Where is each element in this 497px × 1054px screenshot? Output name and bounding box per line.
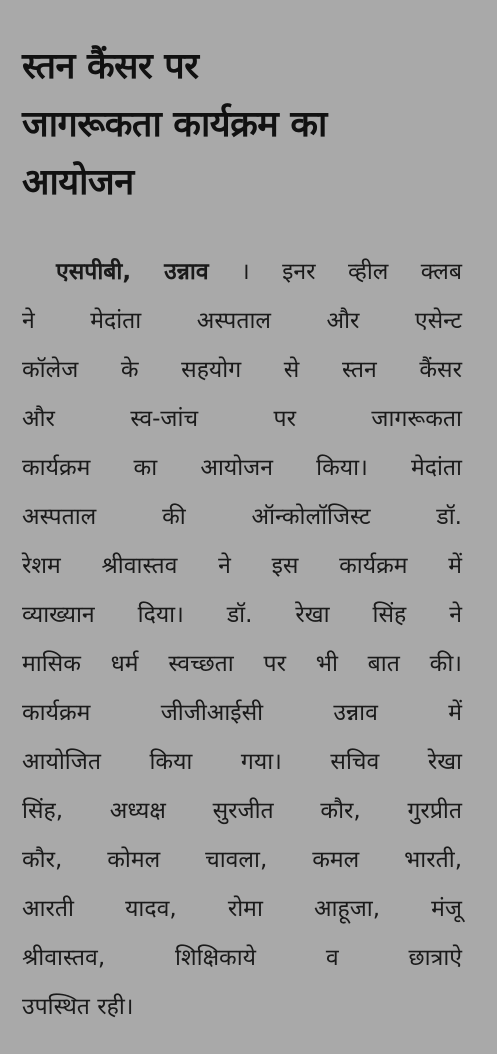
body-line: कार्यक्रम का आयोजन किया। मेदांता [22,455,462,481]
body-line: ने मेदांता अस्पताल और एसेन्ट [22,308,462,334]
cropped-previous-text [28,0,418,10]
body-line [22,248,462,297]
body-line: कॉलेज के सहयोग से स्तन कैंसर [22,357,462,383]
dateline: एसपीबी, उन्नाव [56,259,209,285]
body-line: मासिक धर्म स्वच्छता पर भी बात की। [22,651,462,677]
body-line: व्याख्यान दिया। डॉ. रेखा सिंह ने [22,602,462,628]
headline-line: आयोजन [22,162,134,203]
headline-line: स्तन कैंसर पर [22,46,199,87]
headline-line: जागरूकता कार्यक्रम का [22,104,327,145]
body-line: कौर, कोमल चावला, कमल भारती, [22,847,462,873]
headline [22,38,477,212]
body-line: आरती यादव, रोमा आहूजा, मंजू [22,896,462,922]
body-line: श्रीवास्तव, शिक्षिकाये व छात्राऐ [22,945,462,971]
article-body [22,248,462,1032]
body-line: सिंह, अध्यक्ष सुरजीत कौर, गुरप्रीत [22,798,462,824]
body-line: रेशम श्रीवास्तव ने इस कार्यक्रम में [22,553,462,579]
body-line: अस्पताल की ऑन्कोलॉजिस्ट डॉ. [22,504,462,530]
body-line: आयोजित किया गया। सचिव रेखा [22,749,462,775]
body-line-text: । इनर व्हील क्लब [241,259,462,285]
body-line: उपस्थित रही। [22,994,134,1020]
body-line: और स्व-जांच पर जागरूकता [22,406,462,432]
body-line: कार्यक्रम जीजीआईसी उन्नाव में [22,700,462,726]
